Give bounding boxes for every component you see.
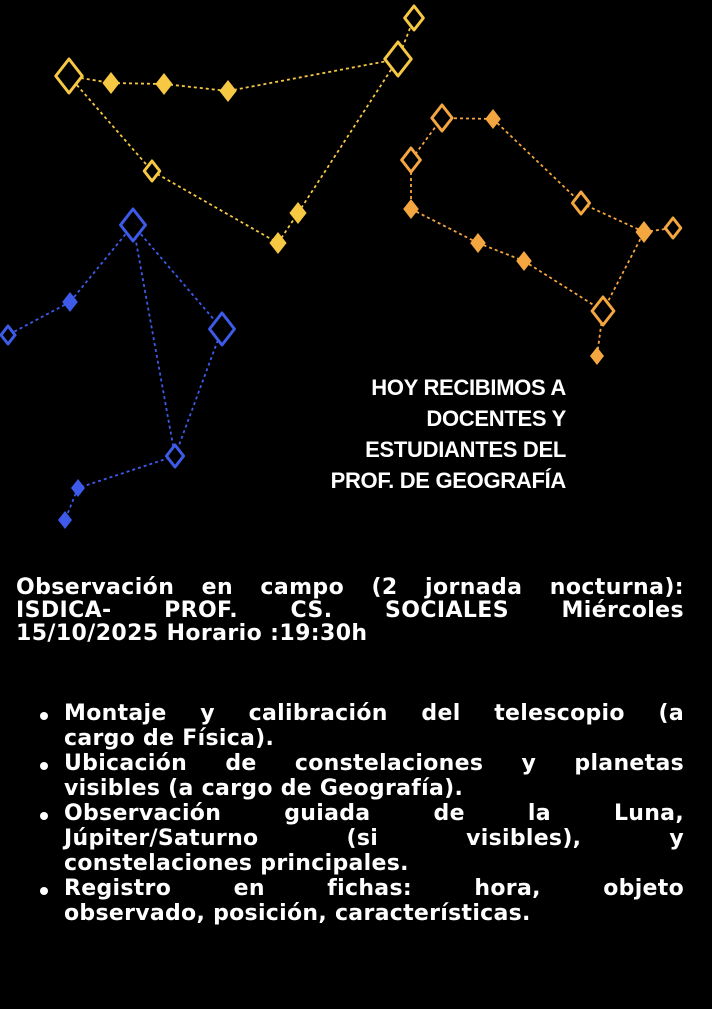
star-icon <box>385 42 412 76</box>
constellation-line <box>478 243 524 261</box>
star-icon <box>155 73 172 95</box>
star-icon <box>269 232 286 254</box>
constellation-line <box>133 225 222 329</box>
bullet-icon <box>40 812 48 820</box>
list-item-line: visibles (a cargo de Geografía). <box>64 776 464 801</box>
event-details <box>16 576 684 645</box>
constellation-line <box>175 329 222 456</box>
details-line: ISDICA- PROF. CS. SOCIALES Miércoles <box>16 598 684 623</box>
constellation-line <box>298 59 398 213</box>
list-item-line: Ubicación de constelaciones y planetas <box>64 751 684 776</box>
yellow-constellation <box>56 6 424 254</box>
star-icon <box>219 80 236 102</box>
list-item-line: cargo de Física). <box>64 726 275 751</box>
star-icon <box>1 326 15 344</box>
bullet-icon <box>40 762 48 770</box>
activity-list <box>36 701 684 926</box>
constellation-line <box>581 203 644 232</box>
headline-line: HOY RECIBIMOS A <box>371 375 566 400</box>
details-line: Observación en campo (2 jornada nocturna): <box>16 575 684 600</box>
star-icon <box>432 105 452 131</box>
star-icon <box>590 347 604 365</box>
star-icon <box>58 511 72 529</box>
list-item-line: Montaje y calibración del telescopio (a <box>64 701 684 726</box>
list-item-line: observado, posición, características. <box>64 901 531 926</box>
bullet-icon <box>40 712 48 720</box>
headline <box>246 372 566 496</box>
star-icon <box>485 109 501 129</box>
star-icon <box>102 72 119 94</box>
list-item-line: Registro en fichas: hora, objeto <box>64 876 684 901</box>
list-item <box>36 701 684 751</box>
star-icon <box>166 445 183 467</box>
list-item-line: constelaciones principales. <box>64 851 409 876</box>
bullet-icon <box>40 887 48 895</box>
headline-line: ESTUDIANTES DEL <box>365 437 566 462</box>
headline-line: PROF. DE GEOGRAFÍA <box>330 468 566 493</box>
constellation-line <box>152 171 278 243</box>
blue-constellation <box>1 209 235 529</box>
constellation-line <box>228 59 398 91</box>
star-icon <box>144 161 160 181</box>
star-icon <box>71 479 85 497</box>
star-icon <box>470 233 486 253</box>
constellation-line <box>78 456 175 488</box>
constellation-line <box>603 232 644 311</box>
star-icon <box>405 6 424 30</box>
star-icon <box>403 199 419 219</box>
orange-constellation <box>402 105 681 365</box>
constellation-line <box>493 119 581 203</box>
constellation-line <box>164 84 228 91</box>
constellation-line <box>411 209 478 243</box>
star-icon <box>402 148 421 172</box>
star-icon <box>572 192 589 214</box>
list-item <box>36 801 684 876</box>
constellation-line <box>70 225 133 302</box>
star-icon <box>592 297 614 325</box>
constellation-line <box>133 225 175 456</box>
star-icon <box>516 251 532 271</box>
list-item-line: Observación guiada de la Luna, <box>64 801 684 826</box>
star-icon <box>56 59 83 93</box>
headline-line: DOCENTES Y <box>426 406 566 431</box>
constellation-line <box>8 302 70 335</box>
list-item <box>36 751 684 801</box>
list-item <box>36 876 684 926</box>
star-icon <box>635 221 652 243</box>
details-line: 15/10/2025 Horario :19:30h <box>16 621 368 646</box>
constellation-line <box>524 261 603 311</box>
star-icon <box>665 218 681 238</box>
list-item-line: Júpiter/Saturno (si visibles), y <box>64 826 684 851</box>
